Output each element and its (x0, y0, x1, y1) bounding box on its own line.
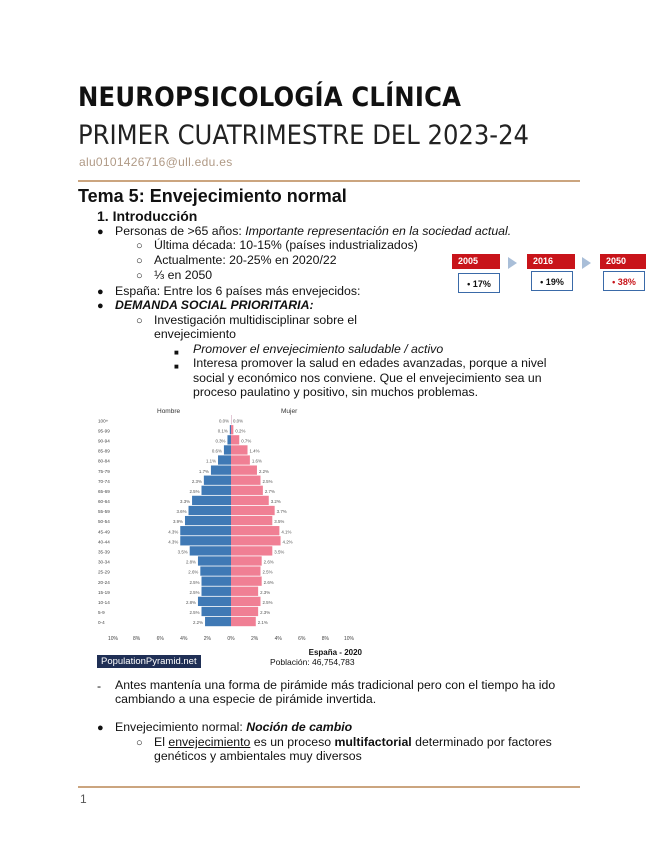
sub-bullet-last-decade: Última década: 10-15% (países industrializados) (154, 238, 418, 252)
bar-mujer (231, 496, 269, 505)
bar-hombre (198, 556, 231, 565)
data-label-mujer: 2.5% (262, 569, 273, 575)
data-label-hombre: 2.8% (185, 600, 196, 606)
bar-hombre (211, 465, 231, 474)
data-label-hombre: 1.1% (206, 458, 217, 464)
x-tick-label: 2% (203, 636, 212, 642)
x-tick-label: 4% (274, 636, 282, 642)
bar-mujer (231, 546, 272, 555)
timeline-value: • 17% (458, 273, 500, 293)
data-label-hombre: 2.5% (189, 488, 200, 494)
circle-marker: ○ (136, 737, 143, 749)
bar-hombre (192, 496, 231, 505)
age-tick-label: 15-19 (98, 589, 110, 595)
timeline-2005 (452, 254, 500, 293)
age-tick-label: 10-14 (98, 600, 110, 606)
x-tick-label: 10% (343, 636, 355, 642)
data-label-mujer: 0.0% (233, 418, 244, 424)
age-tick-label: 20-24 (98, 579, 110, 585)
author-email: alu0101426716@ull.edu.es (79, 155, 233, 169)
document-subtitle: PRIMER CUATRIMESTRE DEL 2023-24 (78, 120, 529, 151)
timeline-value: • 19% (531, 271, 573, 291)
data-label-hombre: 2.8% (185, 559, 196, 565)
paragraph-pyramid-l2: cambiando a una especie de pirámide invertida. (115, 692, 377, 706)
arrow-right-icon (508, 257, 517, 269)
age-tick-label: 40-44 (98, 539, 110, 545)
bar-mujer (231, 526, 279, 535)
age-tick-label: 25-29 (98, 569, 110, 575)
bar-hombre (180, 526, 231, 535)
footer-divider (78, 786, 580, 788)
circle-marker: ○ (136, 315, 143, 327)
x-tick-label: 6% (298, 636, 306, 642)
square-marker: ■ (174, 348, 179, 357)
document-title: NEUROPSICOLOGÍA CLÍNICA (78, 82, 462, 113)
sub-bullet-multifactorial-l2: genéticos y ambientales muy diversos (154, 749, 362, 763)
x-tick-label: 6% (156, 636, 164, 642)
subsection-title: 1. Introducción (97, 208, 198, 224)
age-tick-label: 90-94 (98, 438, 110, 444)
arrow-right-icon (582, 257, 591, 269)
data-label-hombre: 2.5% (189, 589, 200, 595)
bar-mujer (231, 476, 261, 485)
timeline-year: 2050 (600, 254, 646, 269)
data-label-hombre: 0.3% (215, 438, 226, 444)
bullet-social-demand: DEMANDA SOCIAL PRIORITARIA: (115, 298, 314, 312)
dash-marker: - (97, 679, 102, 693)
page-number: 1 (80, 792, 87, 806)
square-marker: ■ (174, 362, 179, 371)
bar-hombre (230, 425, 231, 434)
age-tick-label: 70-74 (98, 478, 110, 484)
data-label-mujer: 2.5% (262, 600, 273, 606)
age-tick-label: 85-89 (98, 448, 110, 454)
bar-mujer (231, 597, 261, 606)
data-label-mujer: 3.7% (276, 509, 287, 515)
x-tick-label: 8% (321, 636, 330, 642)
data-label-mujer: 0.2% (235, 428, 246, 434)
sub-bullet-multifactorial: El envejecimiento es un proceso multifactorial determinado por factores (154, 735, 552, 749)
data-label-hombre: 2.2% (193, 620, 204, 626)
paragraph-pyramid-l1: Antes mantenía una forma de pirámide más tradicional pero con el tiempo ha ido (115, 678, 556, 692)
bar-hombre (224, 445, 231, 454)
age-tick-label: 45-49 (98, 529, 110, 535)
source-badge: PopulationPyramid.net (97, 655, 201, 668)
bullet-marker: ● (97, 286, 104, 298)
age-tick-label: 5-9 (98, 610, 105, 616)
age-tick-label: 60-64 (98, 499, 110, 505)
bullet-spain: España: Entre los 6 países más envejecidos: (115, 284, 361, 298)
data-label-mujer: 0.7% (241, 438, 252, 444)
data-label-mujer: 2.3% (260, 589, 271, 595)
bar-mujer (231, 587, 258, 596)
bar-hombre (190, 546, 231, 555)
bar-hombre (200, 566, 231, 575)
age-tick-label: 75-79 (98, 468, 110, 474)
data-label-mujer: 2.6% (263, 579, 274, 585)
bar-hombre (205, 617, 231, 626)
data-label-mujer: 1.6% (251, 458, 262, 464)
data-label-mujer: 3.5% (274, 519, 285, 525)
sub-sub-bullet-interest-l2: social y económico nos conviene. Que el envejecimiento sea un (193, 371, 542, 385)
data-label-mujer: 2.5% (262, 478, 273, 484)
sub-bullet-2050: ⅓ en 2050 (154, 268, 213, 282)
data-label-hombre: 2.5% (189, 610, 200, 616)
data-label-hombre: 3.6% (176, 509, 187, 515)
age-tick-label: 0-4 (98, 620, 105, 626)
header-divider (78, 180, 580, 182)
sub-sub-bullet-interest-l1: Interesa promover la salud en edades avanzadas, porque a nivel (193, 356, 547, 370)
data-label-hombre: 3.5% (177, 549, 188, 555)
data-label-mujer: 2.7% (264, 488, 275, 494)
circle-marker: ○ (136, 240, 143, 252)
bullet-marker: ● (97, 722, 104, 734)
circle-marker: ○ (136, 255, 143, 267)
bar-hombre (202, 486, 232, 495)
section-title: Tema 5: Envejecimiento normal (78, 186, 347, 206)
age-tick-label: 95-99 (98, 428, 110, 434)
bar-mujer (231, 617, 256, 626)
bar-mujer (231, 445, 248, 454)
chart-caption: Población: 46,754,783 (270, 657, 355, 667)
timeline-2050 (600, 254, 646, 291)
data-label-hombre: 4.3% (168, 529, 179, 535)
sub-bullet-currently: Actualmente: 20-25% en 2020/22 (154, 253, 337, 267)
bar-mujer (231, 455, 250, 464)
data-label-mujer: 3.5% (274, 549, 285, 555)
x-tick-label: 8% (132, 636, 141, 642)
timeline-2016 (527, 254, 575, 291)
bar-mujer (231, 556, 262, 565)
data-label-hombre: 2.3% (191, 478, 202, 484)
timeline-year: 2016 (527, 254, 575, 269)
sub-bullet-research-l2: envejecimiento (154, 327, 237, 341)
bar-mujer (231, 577, 262, 586)
x-tick-label: 2% (250, 636, 259, 642)
sub-bullet-research-l1: Investigación multidisciplinar sobre el (154, 313, 357, 327)
bar-hombre (218, 455, 231, 464)
bar-hombre (198, 597, 231, 606)
data-label-hombre: 3.3% (180, 499, 191, 505)
data-label-hombre: 3.9% (172, 519, 183, 525)
bar-hombre (202, 577, 232, 586)
bar-mujer (231, 536, 281, 545)
bar-hombre (204, 476, 231, 485)
bullet-marker: ● (97, 300, 104, 312)
bar-mujer (231, 566, 261, 575)
data-label-hombre: 1.7% (198, 468, 209, 474)
bar-hombre (180, 536, 231, 545)
data-label-hombre: 0.0% (218, 418, 229, 424)
data-label-hombre: 4.3% (168, 539, 179, 545)
bar-mujer (231, 435, 239, 444)
timeline-value: • 38% (603, 271, 645, 291)
data-label-mujer: 2.2% (258, 468, 269, 474)
timeline-year: 2005 (452, 254, 500, 269)
bar-mujer (231, 607, 258, 616)
x-tick-label: 4% (180, 636, 188, 642)
bullet-seniors: Personas de >65 años: Importante representación en la sociedad actual. (115, 224, 512, 238)
left-series-label: Hombre (157, 408, 181, 415)
data-label-mujer: 2.6% (263, 559, 274, 565)
data-label-hombre: 0.6% (211, 448, 222, 454)
age-tick-label: 35-39 (98, 549, 110, 555)
circle-marker: ○ (136, 270, 143, 282)
data-label-hombre: 0.1% (217, 428, 228, 434)
age-tick-label: 80-84 (98, 458, 110, 464)
bar-hombre (202, 607, 232, 616)
bar-mujer (231, 486, 263, 495)
age-tick-label: 55-59 (98, 509, 110, 515)
data-label-mujer: 2.1% (257, 620, 268, 626)
bar-hombre (202, 587, 232, 596)
bar-hombre (189, 506, 231, 515)
chart-title: España - 2020 (308, 648, 362, 657)
bar-mujer (231, 425, 233, 434)
bar-hombre (227, 435, 231, 444)
bullet-normal-aging: Envejecimiento normal: Noción de cambio (115, 720, 353, 734)
sub-sub-bullet-promote: Promover el envejecimiento saludable / activo (193, 342, 444, 356)
x-tick-label: 0% (227, 636, 235, 642)
data-label-mujer: 4.1% (281, 529, 292, 535)
data-label-mujer: 2.3% (260, 610, 271, 616)
population-pyramid-chart (97, 405, 367, 645)
bar-hombre (185, 516, 231, 525)
data-label-mujer: 4.2% (282, 539, 293, 545)
age-tick-label: 50-54 (98, 519, 110, 525)
bar-mujer (231, 506, 275, 515)
x-tick-label: 10% (107, 636, 119, 642)
data-label-hombre: 2.5% (189, 579, 200, 585)
age-tick-label: 30-34 (98, 559, 110, 565)
sub-sub-bullet-interest-l3: proceso paulatino y positivo, sin muchos problemas. (193, 385, 479, 399)
right-series-label: Mujer (281, 408, 298, 415)
age-tick-label: 100+ (98, 418, 109, 424)
bullet-marker: ● (97, 226, 104, 238)
data-label-mujer: 3.2% (270, 499, 281, 505)
bar-mujer (231, 516, 272, 525)
bar-mujer (231, 465, 257, 474)
age-tick-label: 65-69 (98, 488, 110, 494)
data-label-mujer: 1.4% (249, 448, 260, 454)
data-label-hombre: 2.6% (188, 569, 199, 575)
